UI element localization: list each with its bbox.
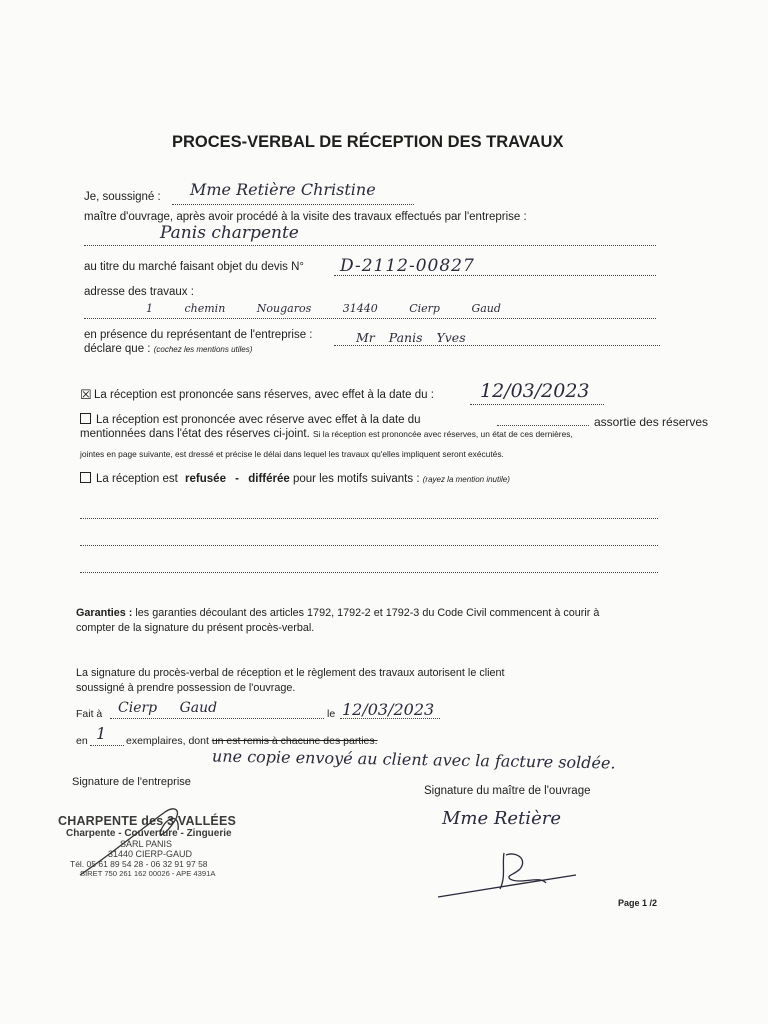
stamp-line-2: Charpente - Couverture - Zinguerie <box>66 828 232 839</box>
refusee-text-a: La réception est <box>96 473 178 485</box>
motif-line-3[interactable] <box>80 572 658 573</box>
entreprise-field[interactable] <box>84 245 656 246</box>
presence-field[interactable] <box>334 345 660 346</box>
entreprise-signature <box>70 800 210 880</box>
differee-word: différée <box>248 473 290 485</box>
page-number: Page 1 /2 <box>618 898 658 908</box>
option-refusee[interactable] <box>80 472 510 485</box>
devis-value: D-2112-00827 <box>340 256 475 276</box>
refusee-text-b: pour les motifs suivants : <box>292 473 420 485</box>
dash: - <box>235 473 240 485</box>
stamp-line-3: SARL PANIS <box>120 839 173 849</box>
reception-date-value: 12/03/2023 <box>480 380 590 402</box>
checkbox-empty-icon[interactable] <box>80 413 91 424</box>
page-title: PROCES-VERBAL DE RÉCEPTION DES TRAVAUX <box>172 133 564 151</box>
garanties-line-1 <box>76 607 599 619</box>
signature-entreprise-label: Signature de l'entreprise <box>72 776 191 788</box>
adresse-label: adresse des travaux : <box>84 286 194 298</box>
declare-text: déclare que : <box>84 343 151 355</box>
en-value: 1 <box>96 724 107 743</box>
mentionnees-text: mentionnées dans l'état des réserves ci-joint. <box>80 428 310 440</box>
le-label: le <box>327 708 336 720</box>
garanties-line-2: compter de la signature du présent procès-verbal. <box>76 622 315 634</box>
soussigne-field[interactable] <box>172 204 414 205</box>
fait-label: Fait à <box>76 708 103 720</box>
possession-line-1: La signature du procès-verbal de réception et le règlement des travaux autorisent le client <box>76 667 505 679</box>
stamp-line-5: Tél. 05 61 89 54 28 - 06 32 91 97 58 <box>70 859 208 869</box>
le-value: 12/03/2023 <box>342 700 435 719</box>
checkbox-empty-icon[interactable] <box>80 472 91 483</box>
option-avec-reserve-label: La réception est prononcée avec réserve avec effet à la date du <box>96 414 421 426</box>
date-field-1[interactable] <box>470 404 604 405</box>
presence-label: en présence du représentant de l'entreprise : <box>84 329 313 341</box>
maitre-ouvrage-label: maître d'ouvrage, après avoir procédé à la visite des travaux effectués par l'entreprise : <box>84 211 527 223</box>
en-field[interactable] <box>90 745 124 746</box>
maitre-signature <box>436 845 606 905</box>
declare-hint: (cochez les mentions utiles) <box>153 345 253 354</box>
date-field-2[interactable] <box>497 425 589 426</box>
reserve-note-a: Si la réception est prononcée avec réserves, un état de ces dernières, <box>312 429 573 439</box>
soussigne-label: Je, soussigné : <box>84 191 161 203</box>
option-sans-reserves-label: La réception est prononcée sans réserves, avec effet à la date du : <box>94 389 434 401</box>
maitre-handwritten-name: Mme Retière <box>442 808 561 829</box>
handwritten-note: une copie envoyé au client avec la facture soldée. <box>211 746 616 773</box>
declare-label <box>84 343 252 355</box>
garanties-heading: Garanties : <box>76 607 133 619</box>
exemplaires-text <box>126 735 378 747</box>
devis-label: au titre du marché faisant objet du devis N° <box>84 261 305 273</box>
signature-maitre-label: Signature du maître de l'ouvrage <box>424 785 591 797</box>
exemplaires-label: exemplaires, dont <box>126 735 209 747</box>
fait-field[interactable] <box>110 718 324 719</box>
motif-line-1[interactable] <box>80 518 658 519</box>
refusee-hint: (rayez la mention inutile) <box>422 475 510 484</box>
adresse-field[interactable] <box>84 318 656 319</box>
adresse-value: 1 chemin Nougaros 31440 Cierp Gaud <box>146 302 501 315</box>
garanties-text-1: les garanties découlant des articles 1792, 1792-2 et 1792-3 du Code Civil commencent à courir à <box>135 607 600 619</box>
option-avec-reserve-label-c <box>80 428 573 440</box>
fait-value: Cierp Gaud <box>118 700 218 716</box>
soussigne-value: Mme Retière Christine <box>190 180 376 199</box>
en-label: en <box>76 735 88 747</box>
entreprise-value: Panis charpente <box>160 223 299 243</box>
stamp-line-4: 31440 CIERP-GAUD <box>108 849 193 859</box>
refusee-word: refusée <box>185 473 226 485</box>
option-sans-reserves[interactable] <box>80 389 434 401</box>
checkbox-checked-icon[interactable]: ☒ <box>80 387 92 402</box>
reserve-note-b: jointes en page suivante, est dressé et précise le délai dans lequel les travaux qu'elles impliquent seront exécutés. <box>80 449 504 459</box>
struck-text: un est remis à chacune des parties. <box>211 735 378 747</box>
motif-line-2[interactable] <box>80 545 658 546</box>
option-avec-reserve-label-b: assortie des réserves <box>594 415 709 429</box>
stamp-line-6: SIRET 750 261 162 00026 - APE 4391A <box>80 869 216 878</box>
stamp-line-1: CHARPENTE des 3 VALLÉES <box>58 814 237 828</box>
option-avec-reserve[interactable] <box>80 413 421 426</box>
possession-line-2: soussigné à prendre possession de l'ouvrage. <box>76 682 296 694</box>
presence-value: Mr Panis Yves <box>356 330 466 345</box>
